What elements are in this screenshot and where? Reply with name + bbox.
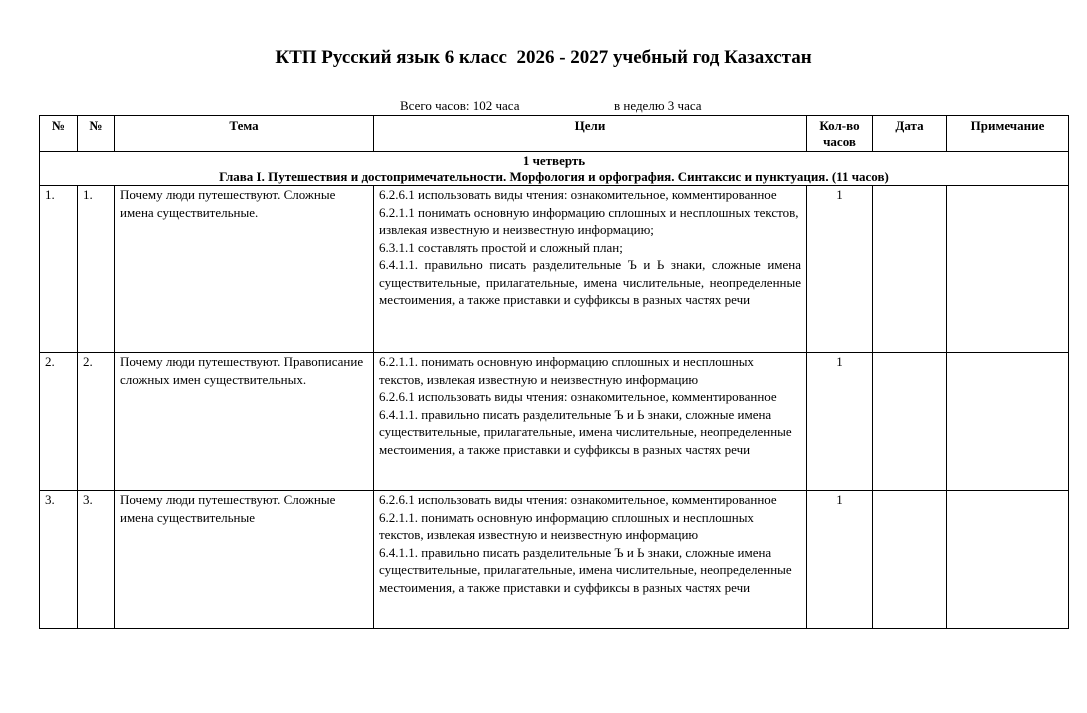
header-date: Дата xyxy=(873,116,947,152)
lesson-plan-table xyxy=(39,115,1069,629)
row-note xyxy=(947,353,1069,491)
chapter-label: Глава I. Путешествия и достопримечательности. Морфология и орфография. Синтаксис и пунктуация. (11 часов) xyxy=(219,169,889,184)
row-number-1: 2. xyxy=(40,353,78,491)
header-note: Примечание xyxy=(947,116,1069,152)
row-number-2: 2. xyxy=(78,353,115,491)
row-number-1: 3. xyxy=(40,491,78,629)
header-hours: Кол-во часов xyxy=(807,116,873,152)
row-note xyxy=(947,186,1069,353)
goal-item: 6.2.6.1 использовать виды чтения: ознакомительное, комментированное xyxy=(379,389,777,404)
row-date xyxy=(873,353,947,491)
weekly-hours-text: в неделю 3 часа xyxy=(614,98,702,113)
header-topic: Тема xyxy=(115,116,374,152)
table-row xyxy=(40,186,1069,353)
goal-item: 6.4.1.1. правильно писать разделительные Ъ и Ь знаки, сложные имена существительные, прилагательные, имена числительные, неопределенные местоимения, а также приставки и суффиксы в разных частях речи xyxy=(379,406,792,457)
quarter-row xyxy=(40,152,1069,186)
row-goals xyxy=(374,491,807,629)
table-row xyxy=(40,491,1069,629)
row-date xyxy=(873,491,947,629)
table-row xyxy=(40,353,1069,491)
goal-item: 6.4.1.1. правильно писать разделительные Ъ и Ь знаки, сложные имена существительные, прилагательные, имена числительные, неопределенные местоимения, а также приставки и суффиксы в разных частях речи xyxy=(379,257,801,307)
row-hours: 1 xyxy=(807,186,873,353)
goal-item: 6.2.1.1. понимать основную информацию сплошных и несплошных текстов, извлекая известную и неизвестную информацию xyxy=(379,509,754,542)
row-topic: Почему люди путешествуют. Правописание сложных имен существительных. xyxy=(115,353,374,491)
row-number-1: 1. xyxy=(40,186,78,353)
goal-item: 6.2.6.1 использовать виды чтения: ознакомительное, комментированное xyxy=(379,492,777,507)
row-topic: Почему люди путешествуют. Сложные имена существительные xyxy=(115,491,374,629)
quarter-cell xyxy=(40,152,1069,186)
row-hours: 1 xyxy=(807,491,873,629)
goal-item: 6.4.1.1. правильно писать разделительные Ъ и Ь знаки, сложные имена существительные, прилагательные, имена числительные, неопределенные местоимения, а также приставки и суффиксы в разных частях речи xyxy=(379,544,792,595)
header-number-1: № xyxy=(40,116,78,152)
row-goals xyxy=(374,353,807,491)
row-date xyxy=(873,186,947,353)
header-number-2: № xyxy=(78,116,115,152)
header-goals: Цели xyxy=(374,116,807,152)
quarter-label: 1 четверть xyxy=(522,153,586,168)
row-number-2: 1. xyxy=(78,186,115,353)
row-hours: 1 xyxy=(807,353,873,491)
row-note xyxy=(947,491,1069,629)
table-header-row xyxy=(40,116,1069,152)
goal-item: 6.2.6.1 использовать виды чтения: ознакомительное, комментированное xyxy=(379,187,777,202)
document-title: КТП Русский язык 6 класс 2026 - 2027 учебный год Казахстан xyxy=(275,47,812,68)
goal-item: 6.2.1.1 понимать основную информацию сплошных и несплошных текстов, извлекая известную и неизвестную информацию; xyxy=(379,204,799,237)
row-topic: Почему люди путешествуют. Сложные имена существительные. xyxy=(115,186,374,353)
total-hours-text: Всего часов: 102 часа xyxy=(400,98,520,113)
goal-item: 6.3.1.1 составлять простой и сложный план; xyxy=(379,239,623,255)
row-number-2: 3. xyxy=(78,491,115,629)
row-goals xyxy=(374,186,807,353)
goal-item: 6.2.1.1. понимать основную информацию сплошных и несплошных текстов, извлекая известную и неизвестную информацию xyxy=(379,354,754,387)
